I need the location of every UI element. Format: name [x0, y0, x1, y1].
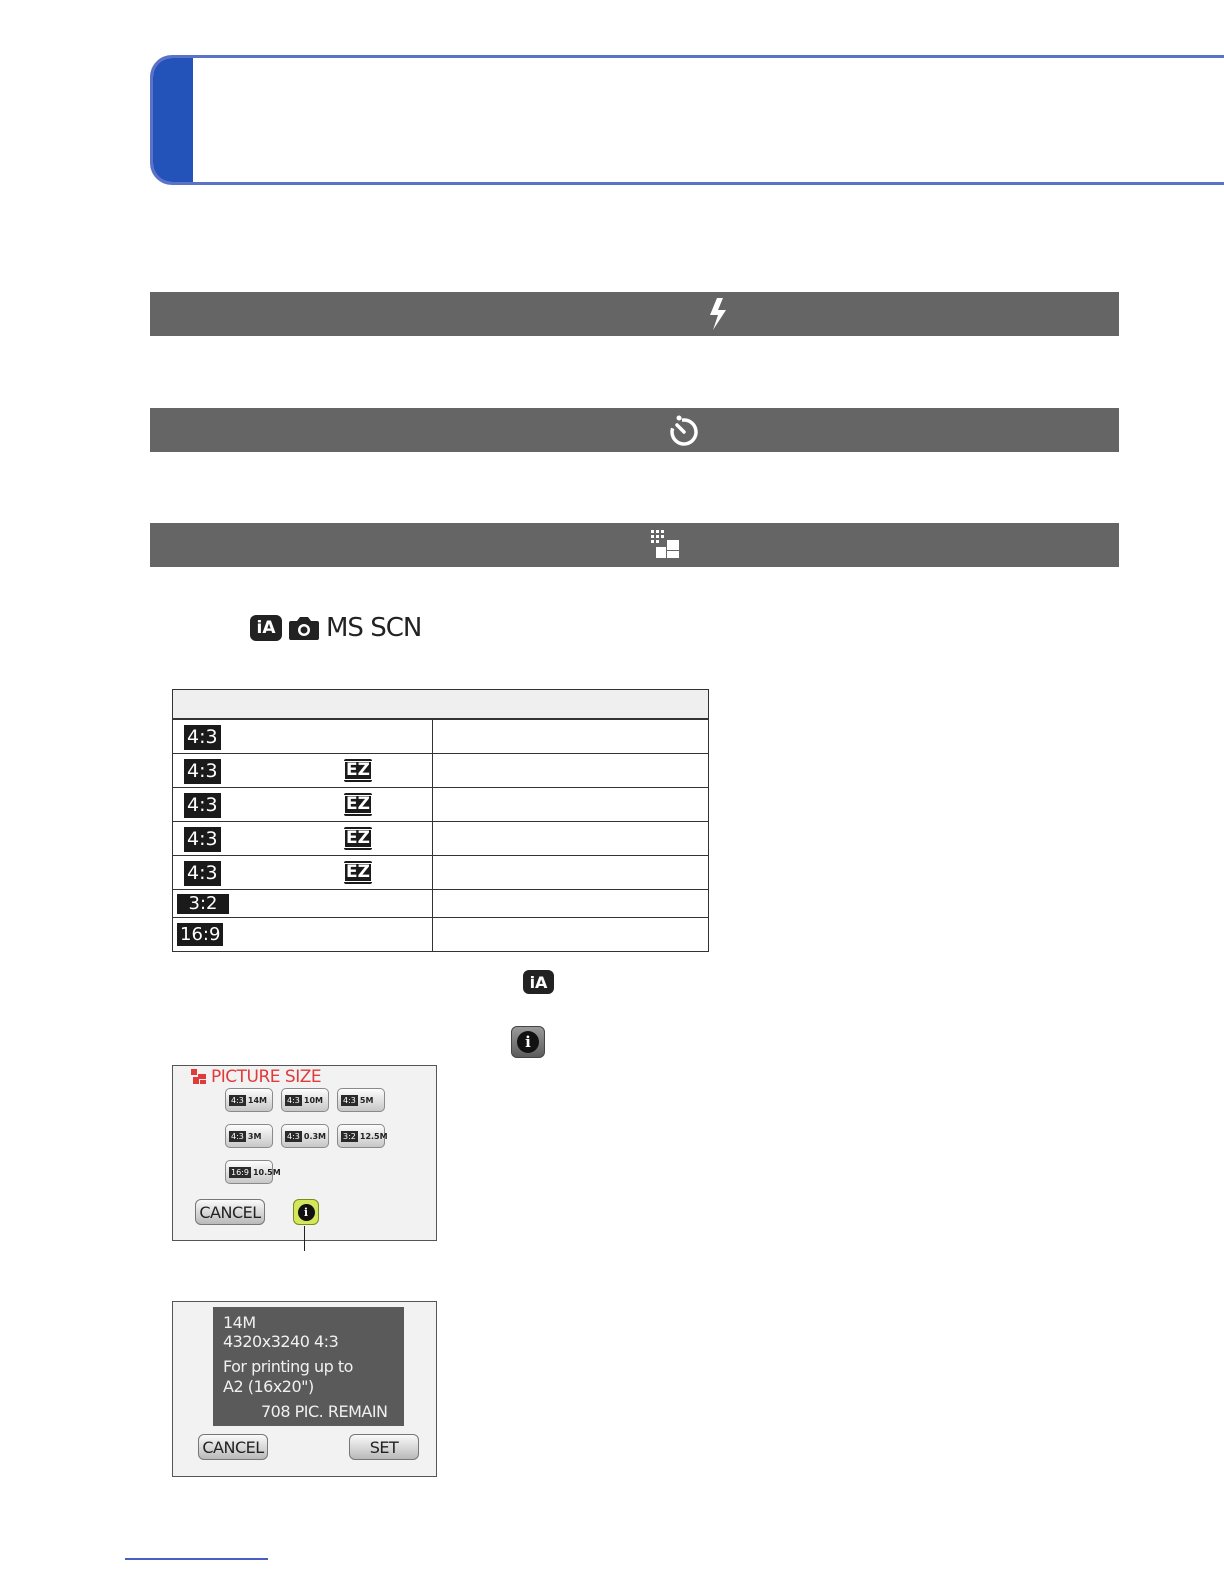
picture-size-icon [650, 530, 680, 560]
picture-size-icon [191, 1069, 207, 1085]
info-button[interactable] [293, 1199, 319, 1225]
aspect-ratio-badge: 4:3 [184, 759, 221, 784]
callout-line [304, 1226, 305, 1251]
banner-accent [153, 58, 193, 182]
size-option-12-5m[interactable]: 3:2 12.5M [337, 1124, 385, 1148]
info-remaining: 708 PIC. REMAIN [261, 1402, 388, 1421]
table-row [173, 890, 708, 918]
mode-ms-scn: MS SCN [326, 613, 422, 643]
section-bar-flash [150, 292, 1119, 336]
section-bar-self-timer [150, 408, 1119, 452]
info-print-line1: For printing up to [223, 1357, 353, 1376]
extra-zoom-icon: EZ [344, 793, 372, 816]
info-print-line2: A2 (16x20") [223, 1377, 314, 1396]
size-option-5m[interactable]: 4:3 5M [337, 1088, 385, 1112]
title-banner [150, 55, 1224, 185]
info-icon: i [298, 1204, 315, 1221]
cancel-button[interactable]: CANCEL [198, 1434, 268, 1460]
intelligent-auto-icon: iA [250, 615, 282, 641]
table-row [173, 788, 708, 822]
table-row [173, 918, 708, 951]
picture-size-table [172, 689, 709, 952]
table-row [173, 720, 708, 754]
extra-zoom-icon: EZ [344, 861, 372, 884]
screen-title: PICTURE SIZE [191, 1067, 321, 1087]
aspect-ratio-badge: 16:9 [177, 923, 223, 946]
picture-info-screen [172, 1301, 437, 1477]
size-option-10-5m[interactable]: 16:9 10.5M [225, 1160, 273, 1184]
section-bar-picture-size [150, 523, 1119, 567]
aspect-ratio-badge: 4:3 [184, 861, 221, 886]
info-resolution: 4320x3240 4:3 [223, 1332, 339, 1351]
size-option-0-3m[interactable]: 4:3 0.3M [281, 1124, 329, 1148]
table-row [173, 754, 708, 788]
info-button-icon [511, 1026, 545, 1058]
aspect-ratio-badge: 4:3 [184, 725, 221, 750]
aspect-ratio-badge: 3:2 [177, 894, 229, 914]
table-header [173, 690, 708, 720]
info-size: 14M [223, 1313, 256, 1332]
size-option-14m[interactable]: 4:3 14M [225, 1088, 273, 1112]
size-option-10m[interactable]: 4:3 10M [281, 1088, 329, 1112]
set-button[interactable]: SET [349, 1434, 419, 1460]
camera-icon [288, 615, 320, 641]
extra-zoom-icon: EZ [344, 759, 372, 782]
intelligent-auto-icon: iA [523, 970, 554, 994]
size-option-3m[interactable]: 4:3 3M [225, 1124, 273, 1148]
self-timer-icon [667, 414, 701, 448]
footer-link-underline[interactable] [125, 1558, 268, 1560]
info-icon: i [517, 1031, 539, 1053]
table-row [173, 856, 708, 890]
aspect-ratio-badge: 4:3 [184, 827, 221, 852]
extra-zoom-icon: EZ [344, 827, 372, 850]
table-row [173, 822, 708, 856]
recording-modes [250, 614, 421, 642]
cancel-button[interactable]: CANCEL [195, 1199, 265, 1225]
info-panel [213, 1307, 404, 1426]
aspect-ratio-badge: 4:3 [184, 793, 221, 818]
flash-icon [706, 297, 730, 331]
picture-size-screen [172, 1065, 437, 1241]
